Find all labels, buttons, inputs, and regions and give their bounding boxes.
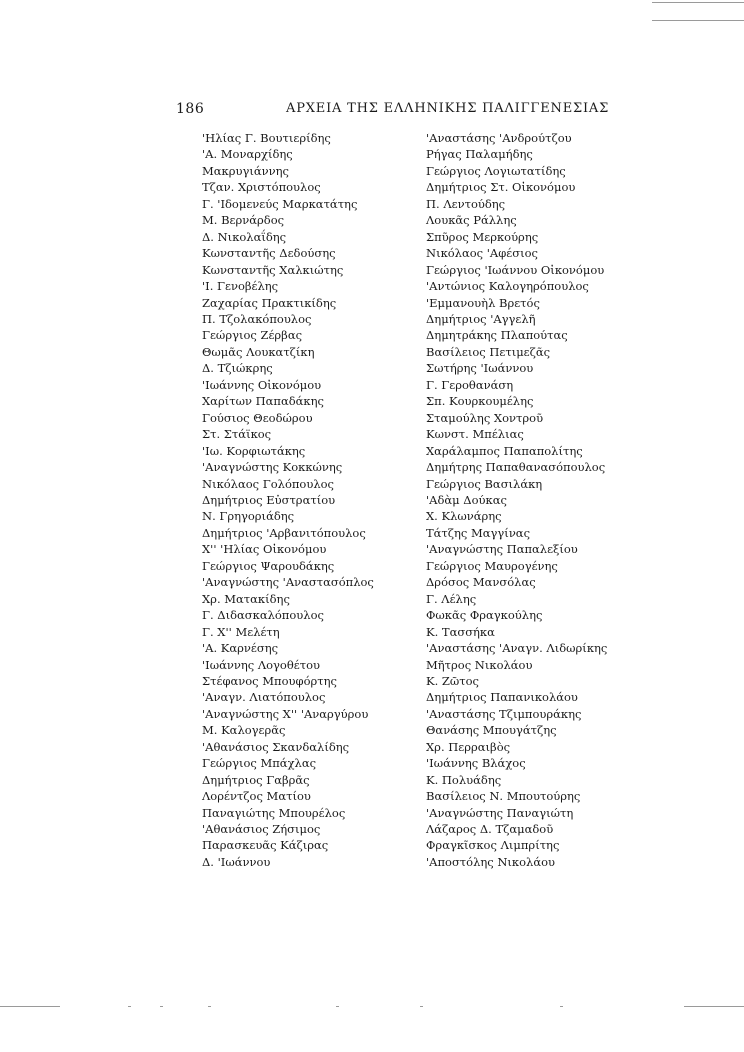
name-entry: Γεώργιος Μαυρογένης: [426, 558, 558, 573]
name-entry: 'Αναστάσης 'Αναγν. Λιδωρίκης: [426, 641, 608, 656]
name-entry: Κωνστ. Μπέλιας: [426, 427, 524, 442]
name-entry: Κ. Τασσήκα: [426, 624, 495, 639]
name-entry: Φωκᾶς Φραγκούλης: [426, 608, 543, 623]
name-entry: Γεώργιος Ψαρουδάκης: [202, 558, 335, 573]
name-entry: 'Αναστάσης 'Ανδρούτζου: [426, 131, 572, 145]
name-entry: Δημήτριος Παπανικολάου: [426, 690, 578, 705]
name-entry: Κ. Ζῶτος: [426, 673, 479, 688]
name-entry: 'Α. Καρνέσης: [202, 641, 279, 656]
name-entry: Χ. Κλωνάρης: [426, 509, 502, 524]
name-entry: Λορέντζος Ματίου: [202, 789, 311, 804]
name-entry: Μ. Βερνάρδος: [202, 213, 285, 228]
name-entry: Γ. 'Ιδομενεύς Μαρκατάτης: [202, 196, 358, 211]
name-entry: 'Ιωάννης Βλάχος: [426, 756, 526, 771]
name-entry: 'Αποστόλης Νικολάου: [426, 854, 556, 869]
scan-speck: [208, 1006, 211, 1007]
name-entry: Στ. Στάϊκος: [202, 427, 272, 442]
name-entry: 'Αναγνώστης Παναγιώτη: [426, 805, 574, 820]
name-entry: 'Αναστάσης Τζιμπουράκης: [426, 706, 582, 721]
name-entry: Χ'' 'Ηλίας Οἰκονόμου: [202, 542, 327, 557]
name-entry: Δημήτριος 'Αρβανιτόπουλος: [202, 525, 366, 540]
name-entry: 'Εμμανουὴλ Βρετός: [426, 295, 540, 310]
name-entry: Π. Λεντούδης: [426, 196, 506, 211]
name-entry: 'Α. Μοναρχίδης: [202, 147, 293, 162]
name-entry: Δημήτριος 'Αγγελῆ: [426, 311, 536, 326]
name-entry: Φραγκῖσκος Λιμπρίτης: [426, 838, 560, 853]
scan-edge-line: [684, 1006, 744, 1007]
name-entry: Βασίλειος Ν. Μπουτούρης: [426, 789, 581, 804]
name-entry: Δ. Νικολαΐδης: [202, 229, 287, 244]
name-entry: Μ. Καλογερᾶς: [202, 723, 286, 738]
name-entry: 'Αναγνώστης 'Αναστασόπλος: [202, 575, 374, 590]
name-entry: Χαράλαμπος Παπαπολίτης: [426, 443, 583, 458]
left-name-column: [202, 130, 374, 870]
name-entry: Τζαν. Χριστόπουλος: [202, 180, 321, 195]
name-entry: Χαρίτων Παπαδάκης: [202, 394, 324, 409]
running-head: ΑΡΧΕΙΑ ΤΗΣ ΕΛΛΗΝΙΚΗΣ ΠΑΛΙΓΓΕΝΕΣΙΑΣ: [286, 101, 610, 116]
name-entry: Παναγιώτης Μπουρέλος: [202, 805, 346, 820]
name-entry: Ρήγας Παλαμήδης: [426, 147, 533, 162]
name-entry: Δρόσος Μανσόλας: [426, 575, 536, 590]
name-entry: Νικόλαος 'Αφέσιος: [426, 246, 538, 261]
name-entry: Σπ. Κουρκουμέλης: [426, 394, 534, 409]
name-entry: Θωμᾶς Λουκατζίκη: [202, 344, 315, 359]
name-entry: 'Ιω. Κορφιωτάκης: [202, 443, 306, 458]
scan-edge-line: [652, 2, 744, 3]
page-number: 186: [176, 101, 205, 117]
name-entry: 'Αθανάσιος Ζήσιμος: [202, 822, 321, 837]
name-entry: Χρ. Ματακίδης: [202, 591, 290, 606]
name-entry: Γούσιος Θεοδώρου: [202, 410, 313, 425]
name-entry: Θανάσης Μπουγάτζης: [426, 723, 557, 738]
name-entry: Σπῦρος Μερκούρης: [426, 229, 539, 244]
name-entry: 'Αντώνιος Καλογηρόπουλος: [426, 279, 589, 294]
name-entry: Λάζαρος Δ. Τζαμαδοῦ: [426, 822, 554, 837]
name-entry: 'Ηλίας Γ. Βουτιερίδης: [202, 131, 331, 145]
name-entry: 'Ιωάννης Οἰκονόμου: [202, 377, 322, 392]
name-entry: Στέφανος Μπουφόρτης: [202, 673, 337, 688]
name-entry: Δημήτρης Παπαθανασόπουλος: [426, 460, 606, 475]
name-entry: Χρ. Περραιβὸς: [426, 739, 511, 754]
name-entry: Σωτήρης 'Ιωάννου: [426, 361, 534, 376]
name-entry: 'Αναγνώστης Παπαλεξίου: [426, 542, 578, 557]
name-entry: Κωνσταντῆς Χαλκιώτης: [202, 262, 344, 277]
name-entry: Μῆτρος Νικολάου: [426, 657, 533, 672]
name-entry: Δημήτριος Γαβρᾶς: [202, 772, 310, 787]
scan-speck: [336, 1006, 339, 1007]
name-entry: Γ. Διδασκαλόπουλος: [202, 608, 324, 623]
name-entry: Δημητράκης Πλαπούτας: [426, 328, 568, 343]
name-entry: Ζαχαρίας Πρακτικίδης: [202, 295, 337, 310]
right-name-column: [426, 130, 607, 870]
name-entry: Γεώργιος 'Ιωάννου Οἰκονόμου: [426, 262, 605, 277]
name-entry: Νικόλαος Γολόπουλος: [202, 476, 334, 491]
name-entry: Δ. 'Ιωάννου: [202, 854, 271, 869]
name-entry: Κωνσταντῆς Δεδούσης: [202, 246, 336, 261]
name-entry: Γεώργιος Ζέρβας: [202, 328, 303, 343]
name-entry: Γεώργιος Λογιωτατίδης: [426, 163, 566, 178]
name-entry: 'Αναγνώστης Κοκκώνης: [202, 460, 343, 475]
name-entry: Βασίλειος Πετιμεζᾶς: [426, 344, 551, 359]
name-entry: Δ. Τζιώκρης: [202, 361, 273, 376]
name-entry: Γεώργιος Βασιλάκη: [426, 476, 543, 491]
scan-edge-line: [0, 1006, 60, 1007]
name-entry: Κ. Πολυάδης: [426, 772, 502, 787]
name-entry: Παρασκευᾶς Κάζιρας: [202, 838, 329, 853]
name-entry: Τάτζης Μαγγίνας: [426, 525, 531, 540]
scan-speck: [160, 1006, 163, 1007]
scan-edge-line: [652, 20, 744, 21]
name-entry: Σταμούλης Χοντροῦ: [426, 410, 544, 425]
scan-speck: [560, 1006, 563, 1007]
name-entry: Μακρυγιάννης: [202, 163, 289, 178]
name-entry: 'Αθανάσιος Σκανδαλίδης: [202, 739, 350, 754]
scan-speck: [128, 1006, 131, 1007]
name-entry: Π. Τζολακόπουλος: [202, 311, 312, 326]
name-entry: 'Ι. Γενοβέλης: [202, 279, 279, 294]
name-entry: Γ. Χ'' Μελέτη: [202, 624, 280, 639]
name-entry: 'Αναγνώστης Χ'' 'Αναργύρου: [202, 706, 369, 721]
name-entry: Γεώργιος Μπάχλας: [202, 756, 317, 771]
name-entry: Λουκᾶς Ράλλης: [426, 213, 517, 228]
name-entry: Γ. Λέλης: [426, 591, 477, 606]
name-entry: 'Αδὰμ Δούκας: [426, 492, 507, 507]
name-entry: Γ. Γεροθανάση: [426, 377, 514, 392]
name-entry: Ν. Γρηγοριάδης: [202, 509, 295, 524]
scan-speck: [420, 1006, 423, 1007]
name-entry: Δημήτριος Εὐστρατίου: [202, 492, 336, 507]
name-entry: Δημήτριος Στ. Οἰκονόμου: [426, 180, 576, 195]
name-entry: 'Αναγν. Λιατόπουλος: [202, 690, 326, 705]
name-entry: 'Ιωάννης Λογοθέτου: [202, 657, 320, 672]
